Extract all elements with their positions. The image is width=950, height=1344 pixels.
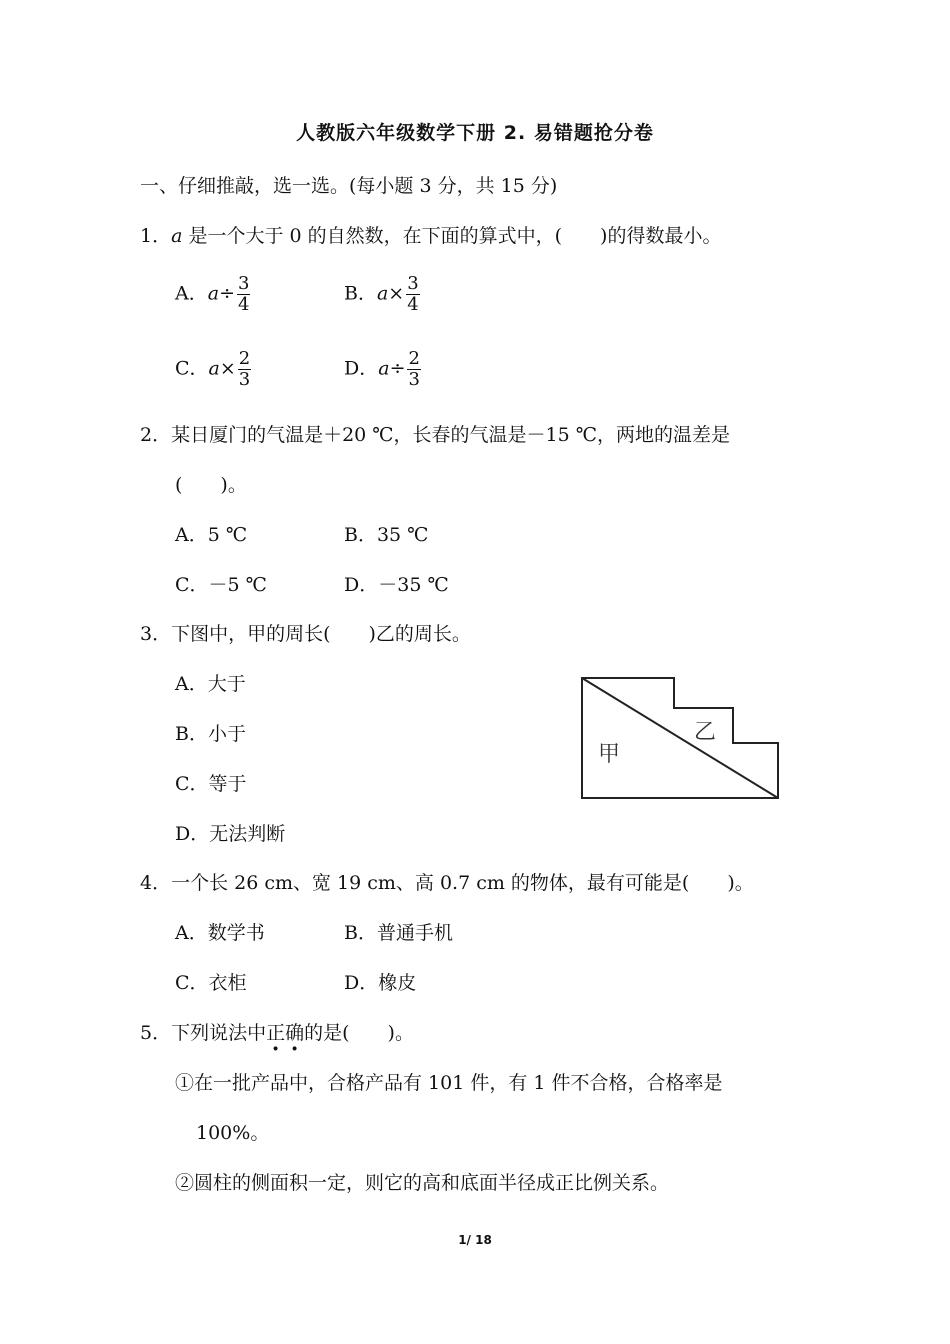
emphasis-char: 正 bbox=[266, 1022, 286, 1044]
variable-a: a bbox=[171, 225, 183, 247]
question-3: 3．下图中，甲的周长( )乙的周长。 bbox=[140, 623, 471, 645]
q1-option-b bbox=[344, 274, 420, 315]
option-label: D． bbox=[344, 357, 379, 380]
denominator: 4 bbox=[237, 294, 250, 315]
question-text: 5．下列说法中 bbox=[140, 1022, 267, 1044]
page-number: 1/ 18 bbox=[458, 1233, 492, 1247]
q5-statement-2: ②圆柱的侧面积一定，则它的高和底面半径成正比例关系。 bbox=[175, 1172, 670, 1194]
section-heading: 一、仔细推敲，选一选。(每小题 3 分，共 15 分) bbox=[140, 175, 558, 197]
emphasis-char: 确 bbox=[285, 1022, 305, 1044]
question-4: 4．一个长 26 cm、宽 19 cm、高 0.7 cm 的物体，最有可能是( )。 bbox=[140, 872, 754, 894]
denominator: 3 bbox=[408, 369, 420, 390]
figure-diagonal bbox=[582, 678, 778, 798]
q1-option-c bbox=[175, 349, 251, 390]
q5-statement-1-cont: 100%。 bbox=[196, 1122, 270, 1144]
page-title: 人教版六年级数学下册 2. 易错题抢分卷 bbox=[296, 122, 654, 144]
q3-option-d: D．无法判断 bbox=[175, 823, 286, 845]
q3-option-b: B．小于 bbox=[175, 723, 246, 745]
label-jia: 甲 bbox=[598, 742, 621, 767]
q5-statement-1: ①在一批产品中，合格产品有 101 件，有 1 件不合格，合格率是 bbox=[175, 1072, 723, 1094]
q2-option-a: A．5 ℃ bbox=[175, 524, 248, 546]
operator: ÷ bbox=[219, 282, 235, 305]
question-5 bbox=[140, 1021, 414, 1045]
operator: ÷ bbox=[389, 357, 406, 380]
numerator: 3 bbox=[407, 273, 419, 294]
question-text: 的是( )。 bbox=[304, 1022, 414, 1044]
question-2: 2．某日厦门的气温是＋20 ℃，长春的气温是－15 ℃，两地的温差是 bbox=[140, 424, 731, 446]
q3-option-c: C．等于 bbox=[175, 773, 247, 795]
q4-option-d: D．橡皮 bbox=[344, 972, 417, 994]
numerator: 3 bbox=[237, 273, 250, 294]
q2-option-d: D．－35 ℃ bbox=[344, 574, 449, 596]
option-label: C． bbox=[175, 357, 209, 380]
variable: a bbox=[378, 357, 390, 380]
fraction bbox=[407, 349, 420, 390]
numerator: 2 bbox=[238, 348, 251, 369]
q1-option-a bbox=[175, 274, 250, 315]
fraction bbox=[238, 349, 251, 390]
variable: a bbox=[376, 282, 389, 305]
q3-option-a: A．大于 bbox=[175, 673, 246, 695]
q4-option-b: B．普通手机 bbox=[344, 922, 453, 944]
denominator: 4 bbox=[407, 294, 419, 315]
q2-option-b: B．35 ℃ bbox=[344, 524, 429, 546]
question-2-blank: ( )。 bbox=[175, 474, 247, 496]
label-yi: 乙 bbox=[694, 720, 717, 745]
question-number: 1． bbox=[140, 225, 172, 247]
denominator: 3 bbox=[238, 369, 251, 390]
option-label: B． bbox=[344, 282, 377, 305]
q4-option-c: C．衣柜 bbox=[175, 972, 247, 994]
option-label: A． bbox=[175, 282, 208, 305]
fraction bbox=[237, 274, 250, 315]
perimeter-figure bbox=[578, 675, 784, 801]
operator: × bbox=[388, 282, 405, 305]
q2-option-c: C．－5 ℃ bbox=[175, 574, 267, 596]
operator: × bbox=[219, 357, 236, 380]
fraction bbox=[406, 274, 419, 315]
variable: a bbox=[207, 282, 220, 305]
q4-option-a: A．数学书 bbox=[175, 922, 265, 944]
question-1 bbox=[140, 224, 721, 248]
question-text: 是一个大于 0 的自然数，在下面的算式中，( )的得数最小。 bbox=[182, 225, 722, 247]
q1-option-d bbox=[344, 349, 421, 390]
variable: a bbox=[208, 357, 220, 380]
numerator: 2 bbox=[408, 348, 420, 369]
